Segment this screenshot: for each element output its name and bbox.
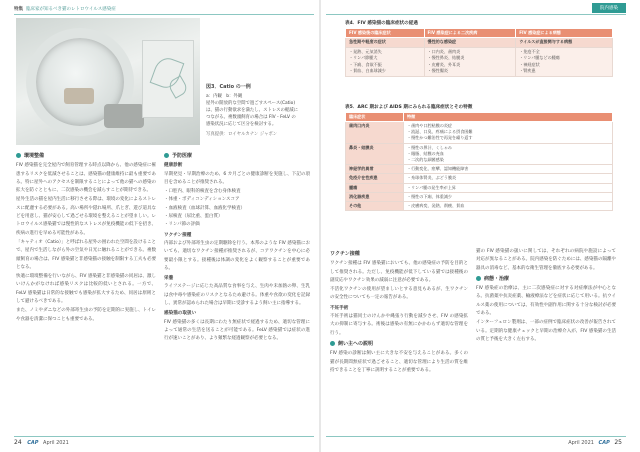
subheading: 不妊手術 — [330, 305, 349, 311]
paragraph: インターフェロン製剤は、一部の症例で臨床症状の改善が報告されている。定期的な健康チェックと早期の治療介入が、FIV 感染猫の生活の質と予後を大きく左右する。 — [476, 320, 616, 342]
figure-line: つながる。複数頭飼育の場合は FIV・FeLV の — [206, 115, 296, 120]
bullet-icon — [16, 153, 21, 158]
list-item: ・リンパ節の評価 — [164, 222, 200, 228]
paragraph: 猫の FIV 感染猫の扱いに関しては、それぞれの病院や施設によって対応が異なることがある。院内感染を防ぐためには、感染猫の隔離や器具の消毒など、基本的な衛生管理を徹底する必要がある。 — [476, 249, 616, 271]
right-footer — [568, 439, 626, 446]
table5-cell: ・行動変化、痙攣、認知機能障害 — [404, 165, 613, 174]
left-column-1 — [16, 150, 156, 420]
paragraph: FIV 感染猫を完全屋内で飼育管理する時点以降から、他の感染症に罹患するリスクを低減させることは、感染猫の健康維持に最も重要である。特に屋外へのアクセスを制限することによって他の猫への感染の拡大を防ぐとともに、二次感染の機会を減らすことが期待できる。 — [16, 163, 156, 194]
page-gutter — [319, 0, 321, 452]
left-footer-rule — [14, 436, 314, 437]
section-heading: ワクチン接種 — [330, 251, 360, 257]
table-row — [346, 174, 613, 183]
chair-shape — [64, 88, 94, 104]
right-header-rule — [326, 14, 626, 15]
table5-row-head: 鼻炎・結膜炎 — [346, 143, 404, 165]
table-row — [346, 192, 613, 201]
table5-cell: ・慢性の鼻汁、くしゃみ ・眼脂、結膜の充血 ・二次的な細菌感染 — [404, 143, 613, 165]
table5-row-head: 消化器疾患 — [346, 192, 404, 201]
table-row — [346, 165, 613, 174]
table5-col-header: 臨床症状 — [346, 113, 404, 122]
subheading: 健康診断 — [164, 163, 183, 169]
right-column-2 — [476, 248, 616, 420]
table5-title: 表5．ARC 期および AIDS 期にみられる臨床症状とその特徴 — [345, 105, 473, 110]
subheading: 栄養 — [164, 276, 174, 282]
bullet-icon — [476, 276, 481, 281]
paragraph: また、ノミやダニなどの外部寄生虫の予防を定期的に実施し、トイレや食器を清潔に保つことも重要である。 — [16, 308, 156, 322]
bench-shape — [104, 104, 144, 128]
paragraph: FIV 感染症の治療は、主に二次感染症に対する対症療法が中心となる。抗菌薬や抗炎症薬、輸液療法などを症状に応じて用いる。抗ウイルス薬の使用については、有効性や副作用に関する十分な検討が必要である。 — [476, 286, 616, 317]
paragraph: FIV 感染猫の多くは長期にわたり無症状で経過するため、適切な管理によって通常の生活を送ることが可能である。FeLV 感染猫では症状の進行が速いことがあり、より頻繁な経過観察が必要となる。 — [164, 319, 310, 342]
table5 — [345, 112, 613, 211]
table-row — [346, 143, 613, 165]
header-title: 臨床家が知るべき猫のレトロウイルス感染症 — [26, 7, 116, 12]
page-number-right: 25 — [614, 439, 622, 446]
figure-line: a：内観 b：外観 — [206, 94, 243, 99]
left-header-rule — [14, 14, 314, 15]
paragraph: 快適に環境整備を行いながら、FIV 感染猫と非感染猫の同居は、激しいけんかがなければ感染リスクは比較的低いとされる。一方で、FeLV 感染猫は日常的な接触でも感染が拡大するため、同居は原則として避けるべきである。 — [16, 274, 156, 305]
table5-cell: ・皮膚病変、発熱、削痩、貧血 — [404, 202, 613, 211]
table4 — [345, 28, 613, 77]
left-column-2 — [164, 150, 310, 420]
section-heading: 予防医療 — [164, 152, 310, 160]
table4-row-head: 急性期や軽度の症状 — [346, 38, 425, 48]
paragraph: 早期発見・早期治療のため、6 カ月ごとの健康診断を実施し、下記の項目を含めることが推奨される。 — [164, 171, 310, 185]
table-row — [346, 202, 613, 211]
table5-row-head: 歯肉口内炎 — [346, 122, 404, 144]
paragraph: 屋外生活の猫を屋内生活に移行させる際は、環境の変化によるストレスに配慮する必要がある。高い場所や隠れ場所、爪とぎ、遊び道具などを用意し、猫が安心して過ごせる環境を整えることが望ましい。レトロウイルス感染猫では慢性的なストレスが免疫機能の低下を招き、疾病の進行を早める可能性がある。 — [16, 197, 156, 236]
table4-col-header: FIV 感染症による病態 — [516, 29, 613, 38]
table4-cell: ・発熱、元気消失 ・リンパ節腫大 ・下痢、食欲不振 ・貧血、白血球減少 — [346, 47, 425, 76]
table-row — [346, 122, 613, 144]
section-tab: 院内感染 — [592, 3, 626, 13]
table5-row-head: 神経学的異常 — [346, 165, 404, 174]
table4-col-header: FIV 感染後の臨床症状 — [346, 29, 425, 38]
figure-line: 屋外の開放的な空間で過ごすスペース(Catio) — [206, 101, 296, 106]
table4-row-head: 慢性的な感染症 — [424, 38, 516, 48]
table5-cell: ・糸球体腎炎、ぶどう膜炎 — [404, 174, 613, 183]
figure-credit: 写真提供：ロイヤルカナン ジャポン — [206, 132, 278, 137]
paragraph: 「キャティオ（Catio）」と呼ばれる屋外の囲われた空間を設けることで、屋内で生活しながら外の空気や日光に触れることができる。複数頭飼育の場合は、FIV 感染猫と非感染猫の接触を制限する工夫も必要となる。 — [16, 239, 156, 270]
journal-logo: CAP — [598, 440, 610, 446]
paragraph: FIV 感染の診断は飼い主に大きな不安を与えることがある。多くの猫が長期間無症状で過ごせること、適切な管理により生活の質を維持できることを丁寧に説明することが重要である。 — [330, 351, 468, 373]
right-column-1 — [330, 248, 468, 420]
header-kicker: 特集 — [14, 7, 23, 12]
table5-row-head: その他 — [346, 202, 404, 211]
journal-logo: CAP — [27, 440, 39, 446]
table4-col-header: FIV 感染症による二次疾病 — [424, 29, 516, 38]
table4-cell: ・口内炎、歯肉炎 ・慢性鼻炎、結膜炎 ・皮膚炎、外耳炎 ・慢性腸炎 — [424, 47, 516, 76]
table5-row-head: 免疫介在性疾患 — [346, 174, 404, 183]
figure-title: 図3．Catio の一例 — [206, 84, 251, 90]
section-heading: 病態・治療 — [476, 275, 616, 283]
paragraph: 不妊手術は猫同士のけんかや縄張り行動を減少させ、FIV の感染拡大の抑制に寄与する。術後は感染の有無にかかわらず適切な管理を行う。 — [330, 314, 468, 336]
bullet-icon — [164, 153, 169, 158]
right-footer-rule — [326, 436, 626, 437]
paragraph: ライフステージに応じた高品質な食事を与え、生肉や未加熱の卵、生乳は食中毒や感染症のリスクとなるため避ける。体重や食欲の変化を記録し、異常が認められた場合は早期に受診するよう飼い主に指導する。 — [164, 284, 310, 307]
list-item: ・口腔内、眼科的検査を含む身体検査 — [164, 189, 241, 195]
table4-row-head: ウイルスが直接関与する病態 — [516, 38, 613, 48]
table5-cell: ・リンパ腫の発生率が上昇 — [404, 183, 613, 192]
figure-line: 感染状況に応じて区分を検討する。 — [206, 122, 277, 127]
paragraph: ワクチン接種は FIV 感染猫においても、他の感染症の予防を目的として推奨される。ただし、免疫機能が低下している猫では接種後の副反応やワクチン効果の減弱に注意が必要である。 — [330, 261, 468, 283]
page-number-left: 24 — [14, 439, 22, 446]
paragraph: 内部および外部寄生虫の定期駆除を行う。本邦のような FIV 感染猫においても、適切なワクチン接種が推奨されるが、コアワクチンを中心に必要最小限とする。接種後は体調の変化をよく観察することが重要である。 — [164, 240, 310, 271]
table-row — [346, 183, 613, 192]
paragraph: 不活化ワクチンの使用が望ましいとする意見もあるが、生ワクチンの安全性についても一定の報告がある。 — [330, 287, 468, 301]
list-item: ・血液検査（血球計算、血液化学検査） — [164, 205, 245, 211]
bullet-icon — [330, 341, 335, 346]
left-header — [14, 6, 116, 12]
table4-title: 表4．FIV 感染猫の臨床症状の経過 — [345, 21, 418, 26]
catio-photo — [16, 18, 200, 145]
subheading: 感染猫の取扱い — [164, 311, 197, 317]
section-heading: 飼い主への説明 — [330, 340, 468, 348]
figure-caption — [206, 84, 310, 138]
table5-col-header: 特徴 — [404, 113, 613, 122]
issue-date: April 2021 — [43, 440, 69, 446]
table5-cell: ・歯肉や口腔粘膜の炎症 ・流涎、口臭、疼痛による摂食困難 ・慢性かつ難治性で再発を繰り返す — [404, 122, 613, 144]
subheading: ワクチン接種 — [164, 232, 192, 238]
left-footer — [14, 439, 69, 446]
section-heading: 環境整備 — [16, 152, 156, 160]
table5-cell: ・慢性の下痢、体重減少 — [404, 192, 613, 201]
figure-line: は、猫の行動欲求を満たし、ストレスの軽減に — [206, 108, 299, 113]
table5-row-head: 腫瘍 — [346, 183, 404, 192]
list-item: ・尿検査（尿比重、蛋白質） — [164, 214, 223, 220]
list-item: ・体重・ボディコンディションスコア — [164, 197, 240, 203]
issue-date: April 2021 — [568, 440, 594, 446]
table4-cell: ・免疫不全 ・リンパ腫などの腫瘍 ・神経症状 ・腎疾患 — [516, 47, 613, 76]
